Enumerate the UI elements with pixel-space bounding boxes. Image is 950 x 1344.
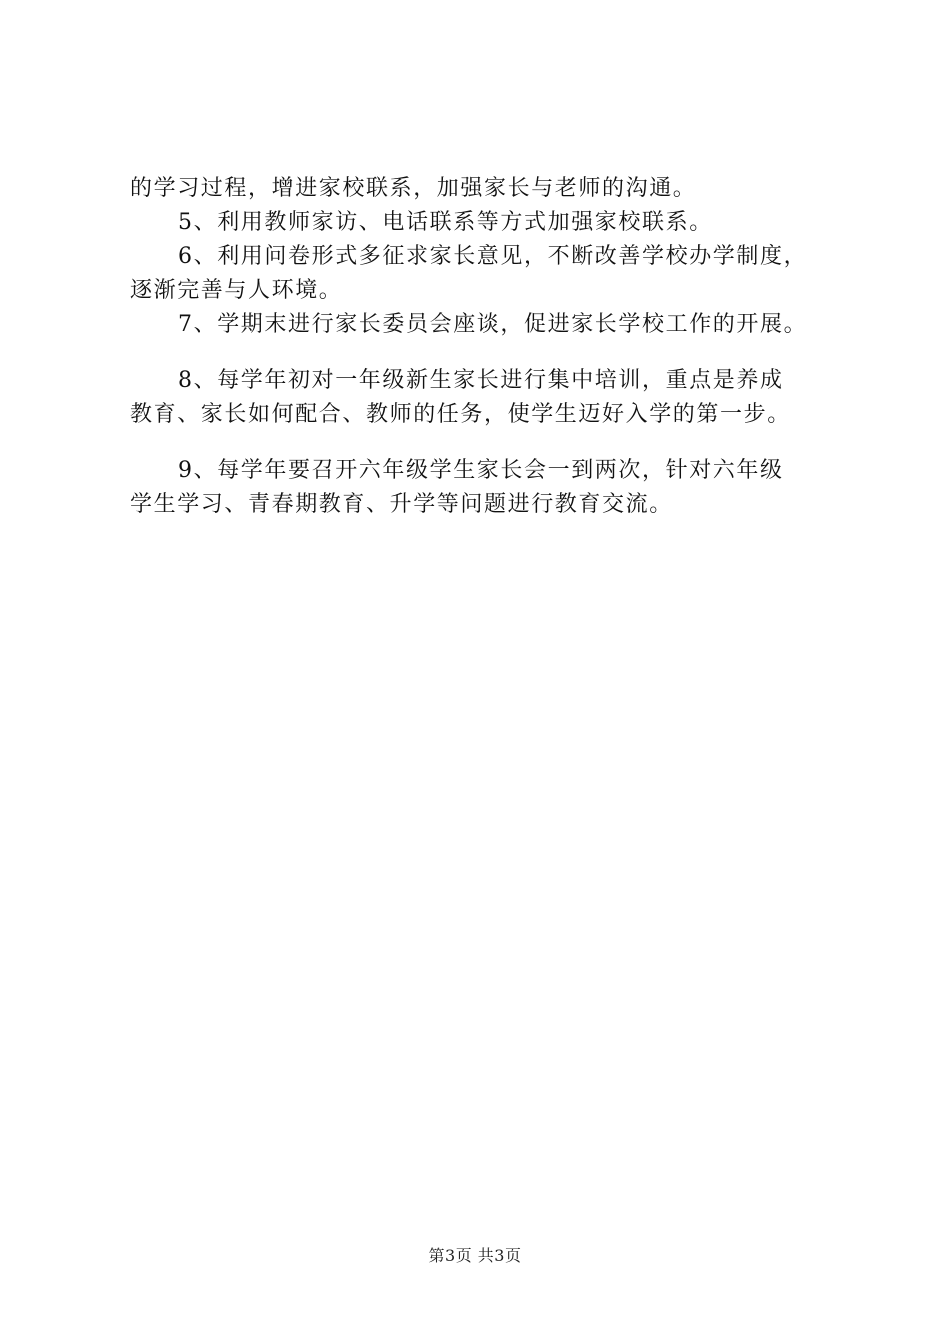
paragraph-line: 6、利用问卷形式多征求家长意见，不断改善学校办学制度，	[178, 244, 808, 269]
paragraph-line: 9、每学年要召开六年级学生家长会一到两次，针对六年级	[178, 458, 784, 483]
paragraph-continuation	[130, 172, 850, 206]
paragraph-line: 教育、家长如何配合、教师的任务，使学生迈好入学的第一步。	[130, 402, 791, 427]
document-body	[130, 172, 850, 522]
paragraph-item-5	[130, 206, 850, 240]
paragraph-item-6	[130, 240, 850, 308]
paragraph-line: 5、利用教师家访、电话联系等方式加强家校联系。	[178, 210, 713, 235]
page-footer	[0, 1243, 950, 1266]
paragraph-line: 的学习过程，增进家校联系，加强家长与老师的沟通。	[130, 176, 697, 201]
paragraph-item-9	[130, 454, 850, 522]
paragraph-item-8	[130, 364, 850, 432]
paragraph-line: 7、学期末进行家长委员会座谈，促进家长学校工作的开展。	[178, 312, 808, 337]
paragraph-item-7	[130, 308, 850, 342]
paragraph-line: 8、每学年初对一年级新生家长进行集中培训，重点是养成	[178, 368, 784, 393]
paragraph-line: 逐渐完善与人环境。	[130, 278, 343, 303]
paragraph-spacer	[130, 432, 850, 454]
paragraph-spacer	[130, 342, 850, 364]
paragraph-line: 学生学习、青春期教育、升学等问题进行教育交流。	[130, 492, 673, 517]
page-number-label: 第3页 共3页	[428, 1246, 522, 1265]
